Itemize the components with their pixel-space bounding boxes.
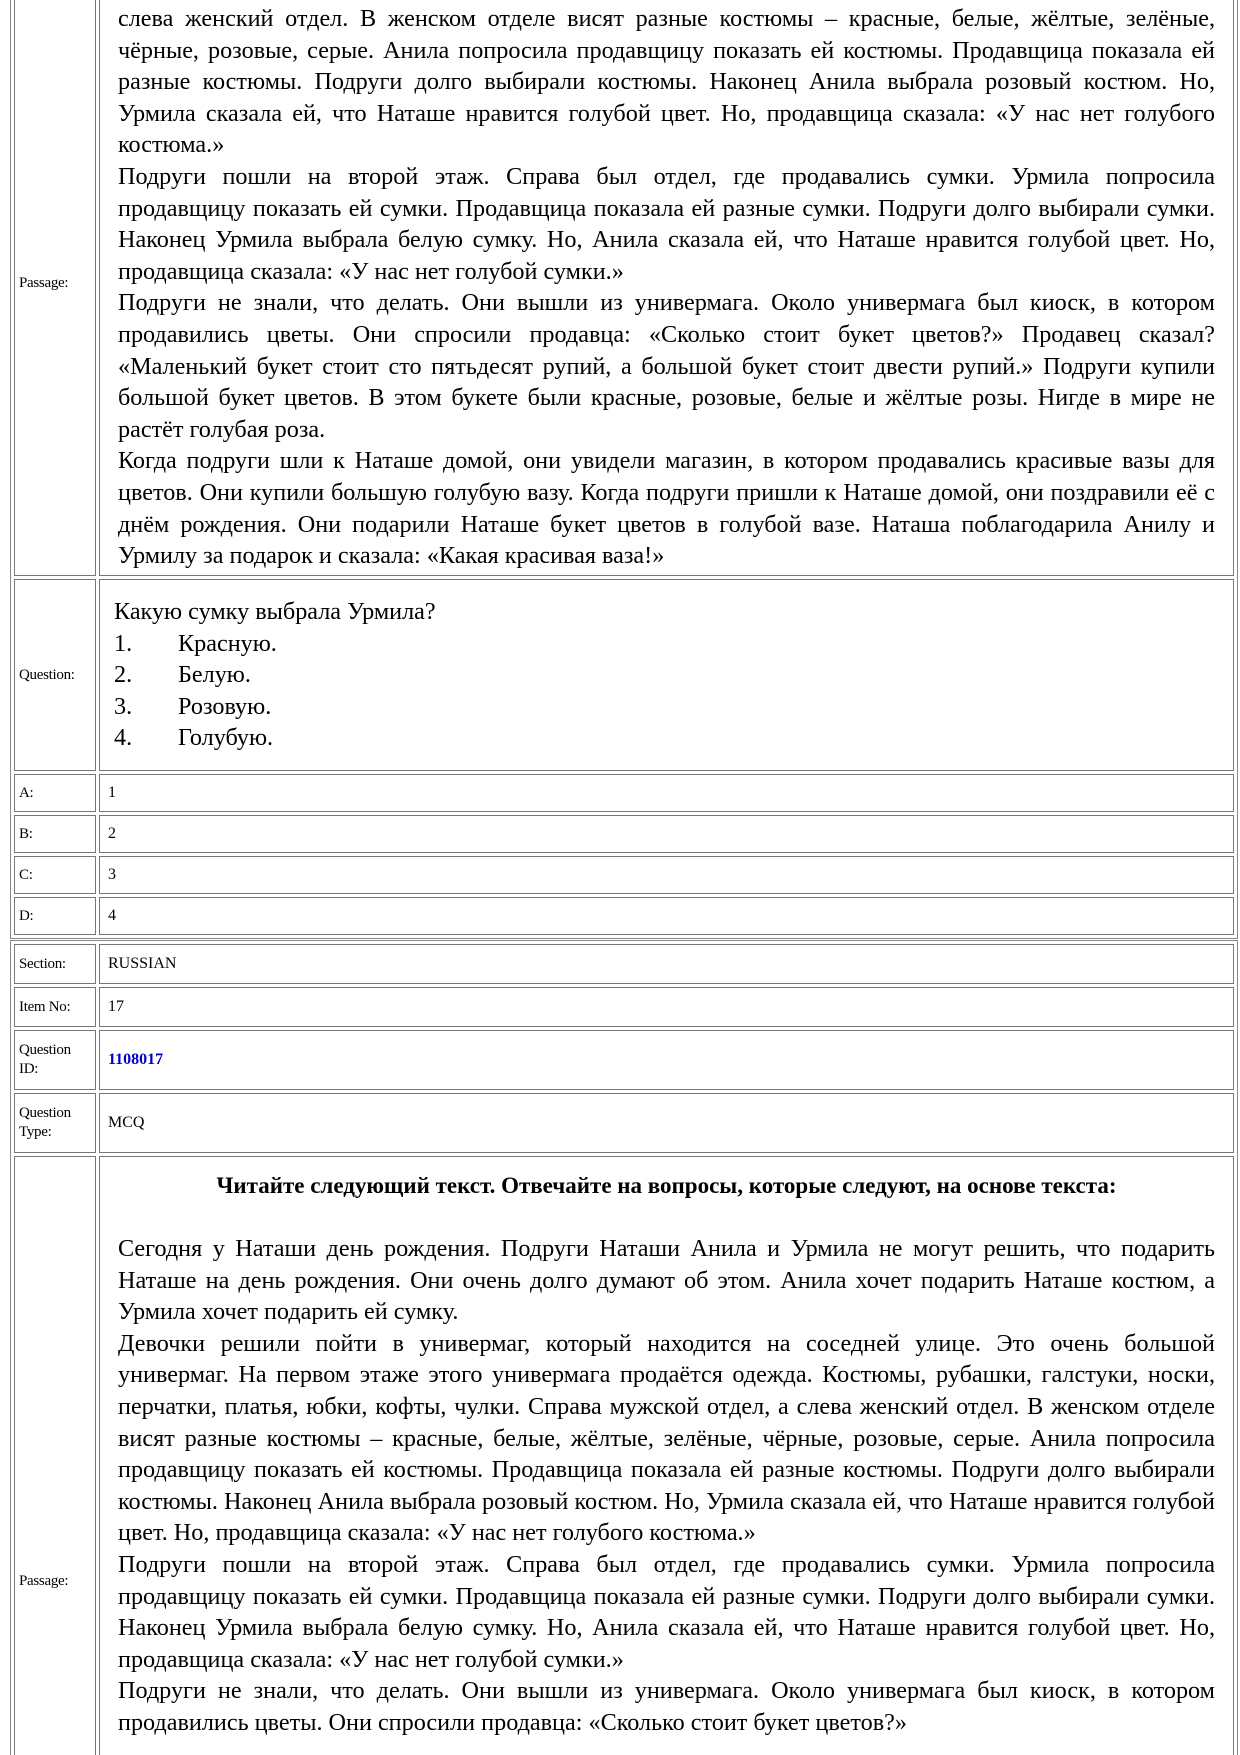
passage-paragraph: слева женский отдел. В женском отделе висят разные костюмы – красные, белые, жёлтые, зелёные, чёрные, розовые, серые. Анила попросила продавщицу показать ей костюмы. Продавщица показала ей разные костюмы. Подруги долго выбирали костюмы. Наконец Анила выбрала розовый костюм. Но, Урмила сказала ей, что Наташе нравится голубой цвет. Но, продавщица сказала: «У нас нет голубого костюма.»: [118, 5, 1215, 159]
passage-paragraph: Когда подруги шли к Наташе домой, они увидели магазин, в котором продавались красивые вазы для цветов. Они купили большую голубую вазу. Когда подруги пришли к Наташе домой, они поздравили её с днём рождения. Они подарили Наташе букет цветов в голубой вазе. Наташа поблагодарила Анилу и Урмилу за подарок и сказала: «Какая красивая ваза!»: [118, 447, 1215, 570]
question-block-16: [10, 0, 1238, 939]
question-block-17: [10, 940, 1238, 1755]
section-row: [14, 944, 1234, 984]
passage-paragraph: Девочки решили пойти в универмаг, который находится на соседней улице. Это очень большой универмаг. На первом этаже этого универмага продаётся одежда. Костюмы, рубашки, галстуки, носки, перчатки, платья, юбки, кофты, чулки. Справа мужской отдел, а слева женский отдел. В женском отделе висят разные костюмы – красные, белые, жёлтые, зелёные, чёрные, розовые, серые. Анила попросила продавщицу показать ей костюмы. Продавщица показала ей разные костюмы. Подруги долго выбирали костюмы. Наконец Анила выбрала розовый костюм. Но, Урмила сказала ей, что Наташе нравится голубой цвет. Но, продавщица сказала: «У нас нет голубого костюма.»: [118, 1329, 1215, 1547]
option-item: 4. Голубую.: [114, 724, 274, 752]
option-item: 3. Розовую.: [114, 692, 272, 720]
passage-row: [14, 0, 1234, 576]
passage-cell: [99, 1156, 1234, 1755]
answer-value-c: 3: [99, 856, 1234, 894]
answer-row-c: [14, 856, 1234, 894]
options-list: [114, 628, 1219, 754]
question-type-row: [14, 1093, 1234, 1153]
option-item: 2. Белую.: [114, 661, 251, 689]
answer-value-b: 2: [99, 815, 1234, 853]
answer-row-a: [14, 774, 1234, 812]
question-type-value: MCQ: [99, 1093, 1234, 1153]
section-value: RUSSIAN: [99, 944, 1234, 984]
answer-label-a: A:: [14, 774, 96, 812]
passage-text: [100, 0, 1233, 572]
question-type-label: Question Type:: [14, 1093, 96, 1153]
answer-row-d: [14, 897, 1234, 935]
item-no-label: Item No:: [14, 987, 96, 1027]
passage-paragraph: Подруги не знали, что делать. Они вышли из универмага. Около универмага был киоск, в котором продавились цветы. Они спросили продавца: «Сколько стоит букет цветов?» Продавец сказал? «Маленький букет стоит сто пятьдесят рупий, а большой букет стоит двести рупий.» Подруги купили большой букет цветов. В этом букете были красные, розовые, белые и жёлтые розы. Нигде в мире не растёт голубая роза.: [118, 289, 1215, 443]
passage-heading: Читайте следующий текст. Отвечайте на вопросы, которые следуют, на основе текста:: [216, 1173, 1117, 1198]
passage-label: Passage:: [14, 0, 96, 576]
question-cell: [99, 579, 1234, 771]
question-body: [100, 584, 1233, 766]
answer-value-d: 4: [99, 897, 1234, 935]
answer-label-c: C:: [14, 856, 96, 894]
question-label: Question:: [14, 579, 96, 771]
answer-label-d: D:: [14, 897, 96, 935]
passage-label: Passage:: [14, 1156, 96, 1755]
question-id-label: Question ID:: [14, 1030, 96, 1090]
passage-cell: [99, 0, 1234, 576]
question-text: Какую сумку выбрала Урмила?: [114, 598, 436, 626]
section-label: Section:: [14, 944, 96, 984]
question-id-link[interactable]: 1108017: [108, 1051, 164, 1068]
answer-value-a: 1: [99, 774, 1234, 812]
item-no-row: [14, 987, 1234, 1027]
question-id-row: [14, 1030, 1234, 1090]
passage-paragraph: Подруги пошли на второй этаж. Справа был отдел, где продавались сумки. Урмила попросила продавщицу показать ей сумки. Продавщица показала ей разные сумки. Подруги долго выбирали сумки. Наконец Урмила выбрала белую сумку. Но, Анила сказала ей, что Наташе нравится голубой цвет. Но, продавщица сказала: «У нас нет голубой сумки.»: [118, 162, 1215, 285]
answer-label-b: B:: [14, 815, 96, 853]
question-row: [14, 579, 1234, 771]
passage-paragraph: Подруги пошли на второй этаж. Справа был отдел, где продавались сумки. Урмила попросила продавщицу показать ей сумки. Продавщица показала ей разные сумки. Подруги долго выбирали сумки. Наконец Урмила выбрала белую сумку. Но, Анила сказала ей, что Наташе нравится голубой цвет. Но, продавщица сказала: «У нас нет голубой сумки.»: [118, 1550, 1215, 1673]
answer-row-b: [14, 815, 1234, 853]
passage-row: [14, 1156, 1234, 1755]
passage-paragraph: Сегодня у Наташи день рождения. Подруги Наташи Анила и Урмила не могут решить, что подарить Наташе на день рождения. Они очень долго думают об этом. Анила хочет подарить Наташе костюм, а Урмила хочет подарить ей сумку.: [118, 1235, 1215, 1326]
passage-paragraph: Подруги не знали, что делать. Они вышли из универмага. Около универмага был киоск, в котором продавились цветы. Они спросили продавца: «Сколько стоит букет цветов?»: [118, 1677, 1215, 1736]
item-no-value: 17: [99, 987, 1234, 1027]
option-item: 1. Красную.: [114, 629, 277, 657]
question-id-cell: [99, 1030, 1234, 1090]
passage-text: [100, 1157, 1233, 1739]
